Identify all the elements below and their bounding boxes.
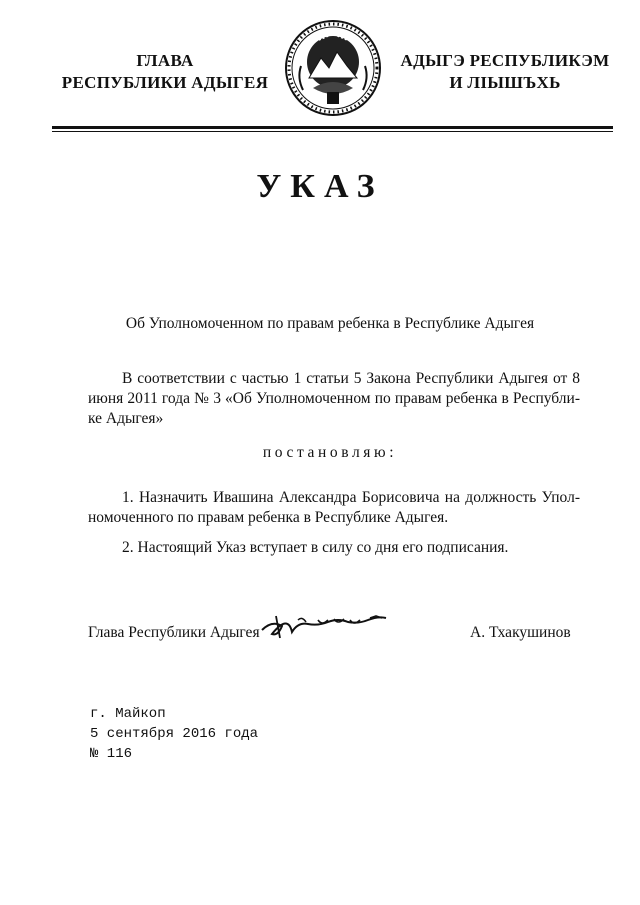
issue-place: г. Майкоп (90, 706, 166, 722)
preamble-paragraph: В соответствии с частью 1 статьи 5 Закона Республики Адыгея от 8 июня 2011 года № 3 «Об Уполномоченном по правам ребенка в Республи-ке Адыгея» (88, 370, 580, 427)
document-number: № 116 (90, 746, 133, 762)
decree-item-2: 2. Настоящий Указ вступает в силу со дня его подписания. (122, 539, 509, 556)
document-title: УКАЗ (256, 168, 384, 205)
issuer-title-adyghe (395, 50, 615, 94)
handwritten-signature (258, 606, 398, 644)
header-divider-thick (52, 126, 613, 129)
issuer-line-1: ГЛАВА (136, 51, 194, 70)
signatory-position: Глава Республики Адыгея (88, 624, 260, 641)
header-divider-thin (52, 131, 613, 132)
issuer-line-2: РЕСПУБЛИКИ АДЫГЕЯ (61, 73, 269, 92)
coat-of-arms-icon (283, 18, 383, 118)
signatory-name: А. Тхакушинов (470, 624, 571, 641)
issuer-line-1-adyghe: АДЫГЭ РЕСПУБЛИКЭМ (400, 51, 610, 70)
issue-date: 5 сентября 2016 года (90, 726, 259, 742)
issuer-title-russian (40, 50, 290, 94)
issuer-line-2-adyghe: И ЛІЫШЪХЬ (449, 73, 561, 92)
document-subject: Об Уполномоченном по правам ребенка в Республике Адыгея (125, 315, 535, 332)
decree-word: постановляю: (262, 444, 398, 461)
decree-item-1: 1. Назначить Ивашина Александра Борисовича на должность Упол-номоченного по правам ребенка в Республике Адыгея. (88, 489, 580, 526)
